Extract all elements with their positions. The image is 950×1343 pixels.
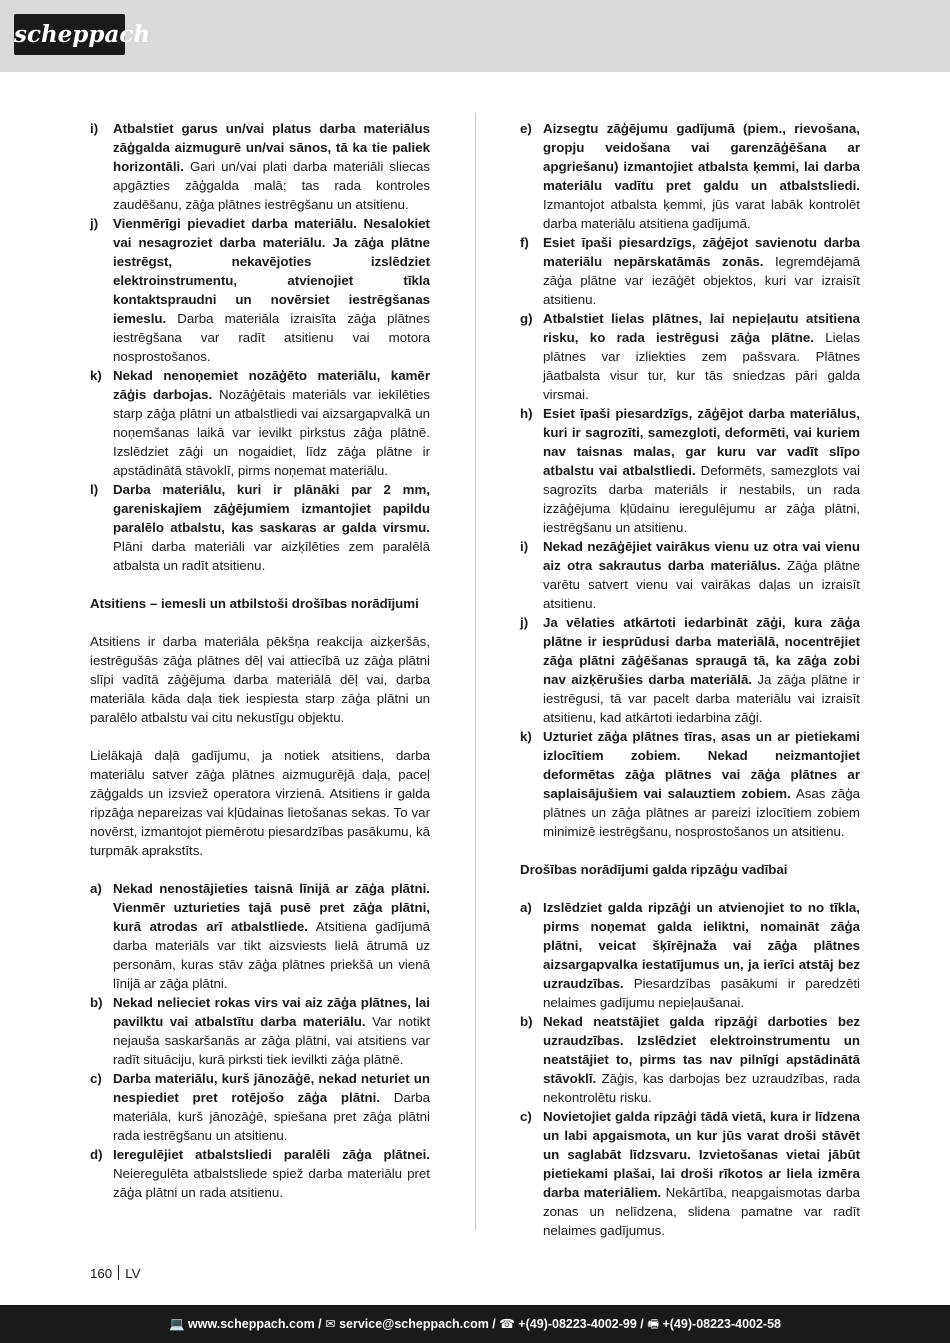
- list-item: [90, 119, 430, 214]
- list-item-bold-text: Darba materiālu, kuri ir plānāki par 2 mm, gareniskajiem zāģējumiem izmantojiet papildu paralēlo atbalstu, kas saskaras ar galda virsmu.: [113, 482, 430, 535]
- list-item-label: k): [90, 368, 102, 383]
- list-item-label: b): [520, 1014, 533, 1029]
- phone-icon: ☎: [499, 1317, 515, 1331]
- phone-number: +(49)-08223-4002-99 /: [514, 1317, 648, 1331]
- list-item-label: b): [90, 995, 103, 1010]
- list-item-bold-text: Vienmērīgi pievadiet darba materiālu. Nesalokiet vai nesagroziet darba materiālu. Ja zāģa plātne iestrēgst, nekavējoties izslēdziet elektroinstrumentu, atvienojiet tīkla kontaktspraudni un novērsiet iestrēgšanas iemeslu.: [113, 216, 430, 326]
- right-items-bottom: [520, 898, 860, 1240]
- email-link[interactable]: service@scheppach.com /: [335, 1317, 500, 1331]
- list-item-bold-text: Aizsegtu zāģējumu gadījumā (piem., rievošana, gropju veidošana vai garenzāģēšana ar apgriešanu) izmantojiet atbalsta ķemmi, lai darba materiālu vadītu pret galdu un atbalstsliedi.: [543, 121, 860, 193]
- list-item-bold-text: Atbalstiet lielas plātnes, lai nepieļautu atsitiena risku, ko rada iestrēgusi zāģa plātne.: [543, 311, 860, 345]
- list-item: [520, 613, 860, 727]
- list-item: [520, 727, 860, 841]
- list-item-text: Darba materiāla, kurš jānozāģē, spiešana pret zāģa plātni rada iestrēgšanu un atsitienu.: [113, 1090, 430, 1143]
- list-item-bold-text: Darba materiālu, kurš jānozāģē, nekad neturiet un nespiediet pret rotējošo zāģa plātni.: [113, 1071, 430, 1105]
- section-heading-kickback: Atsitiens – iemesli un atbilstoši drošības norādījumi: [90, 596, 419, 611]
- left-items-bottom: [90, 879, 430, 1202]
- list-item: [90, 1145, 430, 1202]
- list-item-bold-text: Atbalstiet garus un/vai platus darba materiālus zāģgalda aizmugurē un/vai sānos, tā ka tie paliek horizontāli.: [113, 121, 430, 174]
- list-item-label: g): [520, 311, 533, 326]
- list-item-bold-text: Izslēdziet galda ripzāģi un atvienojiet to no tīkla, pirms noņemat galda ieliktni, nomaināt zāģa plātni, veicat šķīrējnaža vai zāģa plātnes aizsargapvalka iestatījumus un, ja ierīci atstāj bez uzraudzības.: [543, 900, 860, 991]
- header-bar: [0, 0, 950, 72]
- computer-icon: 💻: [168, 1317, 185, 1331]
- list-item-text: Gari un/vai plati darba materiāli sliecas apgāzties zāģgalda malā; tas rada kontroles zaudēšanu, zāģa plātnes iestrēgšanu un atsitienu.: [113, 159, 430, 212]
- list-item-text: Atsitiena gadījumā darba materiāls var tikt aizsviests lielā ātrumā uz personām, kuras stāv zāģa plātnes priekšā un vienā līnijā ar zāģa plātni.: [113, 919, 431, 991]
- list-item: [520, 898, 860, 1012]
- list-item-bold-text: Uzturiet zāģa plātnes tīras, asas un ar pietiekami izlocītiem zobiem. Nekad neizmantojiet deformētas zāģa plātnes vai zāģa plātnes ar saplaisājušiem vai salauztiem zobiem.: [543, 729, 860, 801]
- list-item-label: c): [90, 1071, 102, 1086]
- list-item: [90, 1069, 430, 1145]
- brand-logo: scheppach: [14, 14, 125, 55]
- list-item-text: Izmantojot atbalsta ķemmi, jūs varat labāk kontrolēt darba materiālu atsitiena gadījumā.: [543, 197, 860, 231]
- list-item-label: i): [520, 539, 529, 554]
- list-item-bold-text: Esiet īpaši piesardzīgs, zāģējot darba materiālus, kuri ir sagrozīti, samezgloti, deformēti, vai kuriem nav taisnas malas, gar kuru var vadīt slīpo atbalstu vai atbalstliedi.: [543, 406, 860, 478]
- list-item-text: Darba materiāla izraisīta zāģa plātnes iestrēgšana var radīt atsitienu vai motora nosprostošanos.: [113, 311, 430, 364]
- right-items-top: [520, 119, 860, 841]
- list-item-label: j): [90, 216, 99, 231]
- list-item-text: Nekārtība, neapgaismotas darba zonas un nelīdzena, slidena pamatne var radīt nelaimes gadījumus.: [543, 1185, 860, 1238]
- paragraph-kickback-definition: Atsitiens ir darba materiāla pēkšņa reakcija aizķeršās, iestrēgušās zāģa plātnes dēļ vai attiecībā uz zāģa plātni slīpi vadītā zāģējuma darba materiālā dēļ vai, darba materiāla kāda daļa tiek iespiesta starp zāģa plātni un paralēlo atbalstu vai citu nekustīgu objektu.: [90, 634, 430, 725]
- page-footer-number: [90, 1264, 140, 1283]
- list-item-text: Asas zāģa plātnes un zāģa plātnes ar pareizi izlocītiem zobiem minimizē iestrēgšanu, nosprostošanos un atsitienu.: [543, 786, 860, 839]
- list-item-label: l): [90, 482, 99, 497]
- list-item-text: Piesardzības pasākumi ir paredzēti nelaimes gadījumu nepieļaušanai.: [543, 976, 860, 1010]
- list-item-bold-text: Nekad nenostājieties taisnā līnijā ar zāģa plātni. Vienmēr uzturieties tajā pusē pret zāģa plātni, kurā atrodas arī atbalstliede.: [113, 881, 430, 934]
- list-item: [520, 119, 860, 233]
- list-item-text: Zāģa plātne varētu satvert vienu vai vairākas daļas un izraisīt atsitienu.: [543, 558, 860, 611]
- list-item: [90, 480, 430, 575]
- mail-icon: ✉: [325, 1317, 336, 1331]
- list-item: [520, 309, 860, 404]
- list-item-label: f): [520, 235, 529, 250]
- list-item-text: Iegremdējamā zāģa plātne var iezāģēt objektos, kuri var izraisīt atsitienu.: [543, 254, 860, 307]
- list-item-label: a): [520, 900, 532, 915]
- list-item-label: a): [90, 881, 102, 896]
- list-item: [520, 1107, 860, 1240]
- list-item-label: c): [520, 1109, 532, 1124]
- list-item-text: Zāģis, kas darbojas bez uzraudzības, rada nekontrolētu risku.: [543, 1071, 860, 1105]
- list-item-text: Neieregulēta atbalstsliede spiež darba materiālu pret zāģa plātni un rada atsitienu.: [113, 1166, 430, 1200]
- list-item-label: d): [90, 1147, 103, 1162]
- list-item: [520, 233, 860, 309]
- list-item-label: j): [520, 615, 529, 630]
- list-item: [90, 879, 430, 993]
- list-item-text: Nozāģētais materiāls var iekīlēties starp zāģa plātni un atbalstliedi vai aizsargapvalkā un noņemšanas laikā var ievilkt pirkstus zāģa plātnē. Izslēdziet zāģi un nogaidiet, līdz zāģa plātne ir apstādinātā stāvoklī, pirms noņemat materiālu.: [113, 387, 430, 478]
- list-item: [520, 1012, 860, 1107]
- list-item-bold-text: Ja vēlaties atkārtoti iedarbināt zāģi, kura zāģa plātne ir iesprūdusi darba materiālā, nocentrējiet zāģa plātni zāģēšanas spraugā tā, ka zāģa zobi nav aizķērušies darba materiālā.: [543, 615, 860, 687]
- list-item-text: Var notikt nejauša saskaršanās ar zāģa plātni, vai atsitiens var radīt situāciju, kurā pirksti tiek ievilkti zāģa plātnē.: [113, 1014, 431, 1067]
- list-item: [520, 404, 860, 537]
- page-number: 160: [90, 1266, 113, 1281]
- page-number-separator: [118, 1265, 119, 1280]
- list-item-bold-text: Ieregulējiet atbalstsliedi paralēli zāģa plātnei.: [113, 1147, 430, 1162]
- paragraph-kickback-causes: Lielākajā daļā gadījumu, ja notiek atsitiens, darba materiālu satver zāģa plātnes aizmugurējā daļa, paceļ zāģgalds un izsviež operatora virzienā. Atsitiens ir galda ripzāģa nepareizas vai kļūdainas lietošanas sekas. To var novērst, izmantojot piemērotu piesardzības pasākumu, kā turpmāk aprakstīts.: [90, 748, 430, 858]
- list-item-label: e): [520, 121, 532, 136]
- list-item-bold-text: Nekad nelieciet rokas virs vai aiz zāģa plātnes, lai pavilktu vai atbalstītu darba materiālu.: [113, 995, 430, 1029]
- list-item-text: Ja zāģa plātne ir iestrēgusi, tā var pacelt darba materiālu vai izraisīt atsitienu, kad atkārtoti iedarbina zāģi.: [543, 672, 861, 725]
- contact-footer: [0, 1305, 950, 1343]
- list-item-text: Plāni darba materiāli var aizķīlēties zem paralēlā atbalsta un radīt atsitienu.: [113, 539, 430, 573]
- list-item-bold-text: Nekad neatstājiet galda ripzāģi darboties bez uzraudzības. Izslēdziet elektroinstrumentu un neatstājiet to, pirms tas nav pilnīgi apstādinātā stāvoklī.: [543, 1014, 860, 1086]
- list-item: [90, 366, 430, 480]
- list-item-label: k): [520, 729, 532, 744]
- list-item-bold-text: Nekad nenoņemiet nozāģēto materiālu, kamēr zāģis darbojas.: [113, 368, 430, 402]
- website-link[interactable]: www.scheppach.com /: [184, 1317, 326, 1331]
- list-item-text: Deformēts, samezglots vai sagrozīts darba materiāls ir nestabils, un rada izzāģējuma kļūdainu ieregulējumu ar zāģa plātni, iestrēgšanu un atsitienu.: [543, 463, 860, 535]
- list-item: [520, 537, 860, 613]
- left-column: [90, 119, 430, 1202]
- fax-number: +(49)-08223-4002-58: [659, 1317, 781, 1331]
- list-item-bold-text: Novietojiet galda ripzāģi tādā vietā, kura ir līdzena un labi apgaismota, un kur jūs varat droši stāvēt un saglabāt līdzsvaru. Izvietošanas vietai jābūt pietiekami plašai, lai droši rīkotos ar liela izmēra darba materiāliem.: [543, 1109, 860, 1200]
- list-item-label: i): [90, 121, 99, 136]
- list-item-label: h): [520, 406, 533, 421]
- section-heading-table-saw: Drošības norādījumi galda ripzāģu vadībai: [520, 862, 788, 877]
- list-item-bold-text: Esiet īpaši piesardzīgs, zāģējot savienotu darba materiālu nepārskatāmās zonās.: [543, 235, 860, 269]
- list-item-text: Lielas plātnes var izliekties zem pašsvara. Plātnes jāatbalsta visur tur, kur tās sniedzas pāri galda virsmai.: [543, 330, 861, 402]
- column-divider: [475, 113, 476, 1230]
- list-item-bold-text: Nekad nezāģējiet vairākus vienu uz otra vai vienu aiz otra sakrautus darba materiālus.: [543, 539, 860, 573]
- right-column: [520, 119, 860, 1240]
- fax-icon: 🖷: [647, 1317, 660, 1331]
- left-items-top: [90, 119, 430, 575]
- list-item: [90, 993, 430, 1069]
- list-item: [90, 214, 430, 366]
- language-code: LV: [125, 1266, 141, 1281]
